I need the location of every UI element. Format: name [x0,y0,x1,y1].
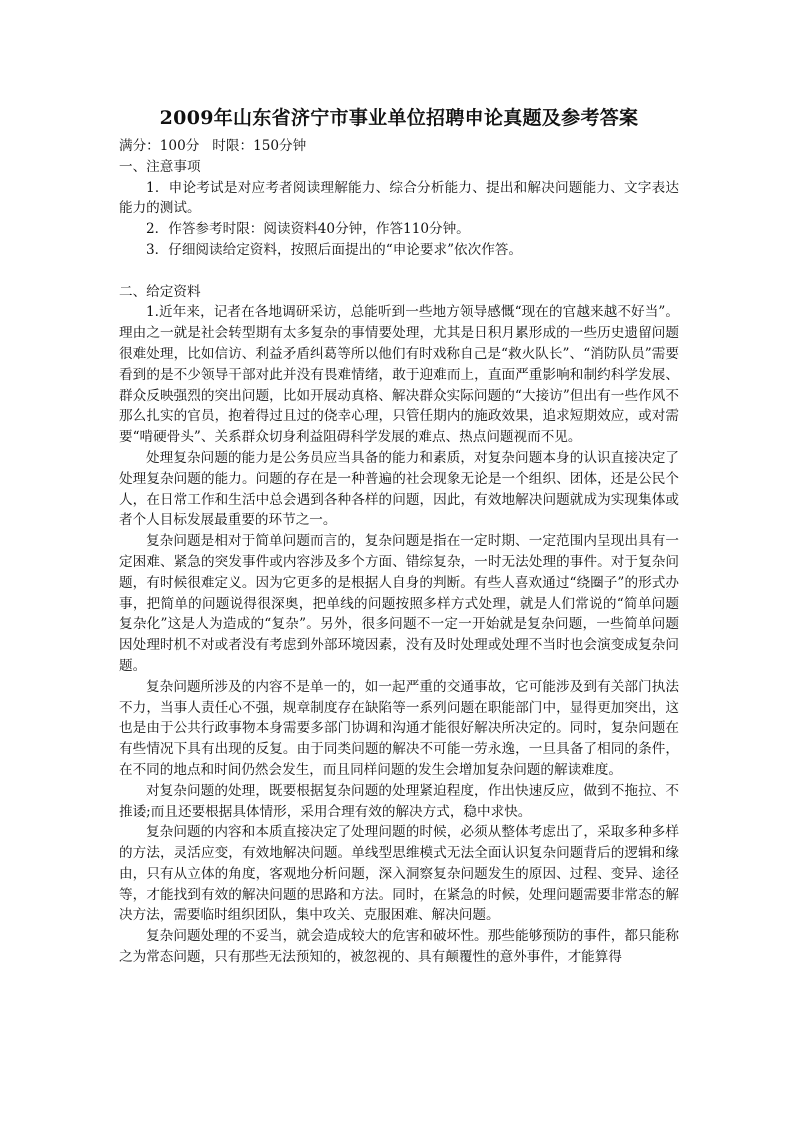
material-paragraph: 处理复杂问题的能力是公务员应当具备的能力和素质，对复杂问题本身的认识直接决定了处理复杂问题的能力。问题的存在是一种普遍的社会现象无论是一个组织、团体，还是公民个人，在日常工作和生活中总会遇到各种各样的问题，因此，有效地解决问题就成为实现集体或者个人目标发展最重要的环节之一。 [119,449,679,529]
notes-item: 2．作答参考时限：阅读资料40分钟，作答110分钟。 [146,221,470,238]
spacer [119,261,679,282]
material-paragraph: 复杂问题所涉及的内容不是单一的，如一起严重的交通事故，它可能涉及到有关部门执法不力，当事人责任心不强，规章制度存在缺陷等一系列问题在职能部门中，显得更加突出，这也是由于公共行政事物本身需要多部门协调和沟通才能很好解决所决定的。同时，复杂问题在有些情况下具有出现的反复。由于同类问题的解决不可能一劳永逸，一旦具备了相同的条件，在不同的地点和时间仍然会发生，而且同样问题的发生会增加复杂问题的解读难度。 [119,678,679,778]
material-paragraph: 复杂问题处理的不妥当，就会造成较大的危害和破坏性。那些能够预防的事件，都只能称之为常态问题，只有那些无法预知的，被忽视的、具有颠覆性的意外事件，才能算得 [119,928,679,966]
document-title: 2009年山东省济宁市事业单位招聘申论真题及参考答案 [159,107,639,129]
exam-meta: 满分：100分 时限：150分钟 [119,138,307,154]
section-heading-materials: 二、给定资料 [119,283,201,300]
material-paragraph: 复杂问题的内容和本质直接决定了处理问题的时候，必须从整体考虑出了，采取多种多样的方法，灵活应变，有效地解决问题。单线型思维模式无法全面认识复杂问题背后的逻辑和缘由，只有从立体的角度，客观地分析问题，深入洞察复杂问题发生的原因、过程、变异、途径等，才能找到有效的解决问题的思路和方法。同时，在紧急的时候，处理问题需要非常态的解决方法，需要临时组织团队，集中攻关、克服困难、解决问题。 [119,824,679,924]
material-paragraph: 复杂问题是相对于简单问题而言的，复杂问题是指在一定时期、一定范围内呈现出具有一定困难、紧急的突发事件或内容涉及多个方面、错综复杂，一时无法处理的事件。对于复杂问题，有时候很难定义。因为它更多的是根据人自身的判断。有些人喜欢通过“绕圈子”的形式办事，把简单的问题说得很深奥，把单线的问题按照多样方式处理，就是人们常说的“简单问题复杂化”这是人为造成的“复杂”。另外，很多问题不一定一开始就是复杂问题，一些简单问题因处理时机不对或者没有考虑到外部环境因素，没有及时处理或处理不当时也会演变成复杂问题。 [119,533,679,674]
material-paragraph: 1.近年来，记者在各地调研采访，总能听到一些地方领导感慨“现在的官越来越不好当”。理由之一就是社会转型期有太多复杂的事情要处理，尤其是日积月累形成的一些历史遗留问题很难处理，比如信访、利益矛盾纠葛等所以他们有时戏称自己是“救火队长”、“消防队员”需要看到的是不少领导干部对此并没有畏难情绪，敢于迎难而上，直面严重影响和制约科学发展、群众反映强烈的突出问题，比如开展动真格、解决群众实际问题的“大接访”但出有一些作风不那么扎实的官员，抱着得过且过的侥幸心理，只管任期内的施政效果，追求短期效应，或对需要“啃硬骨头”、关系群众切身利益阻碍科学发展的难点、热点问题视而不见。 [119,304,679,446]
document-page [119,104,679,968]
material-paragraph: 对复杂问题的处理，既要根据复杂问题的处理紧迫程度，作出快速反应，做到不拖拉、不推诿;而且还要根据具体情形，采用合理有效的解决方式，稳中求快。 [119,782,679,820]
notes-item: 3．仔细阅读给定资料，按照后面提出的“申论要求”依次作答。 [146,241,522,258]
notes-item: 1．申论考试是对应考者阅读理解能力、综合分析能力、提出和解决问题能力、文字表达能力的测试。 [119,179,679,217]
section-heading-notes: 一、注意事项 [119,158,201,175]
